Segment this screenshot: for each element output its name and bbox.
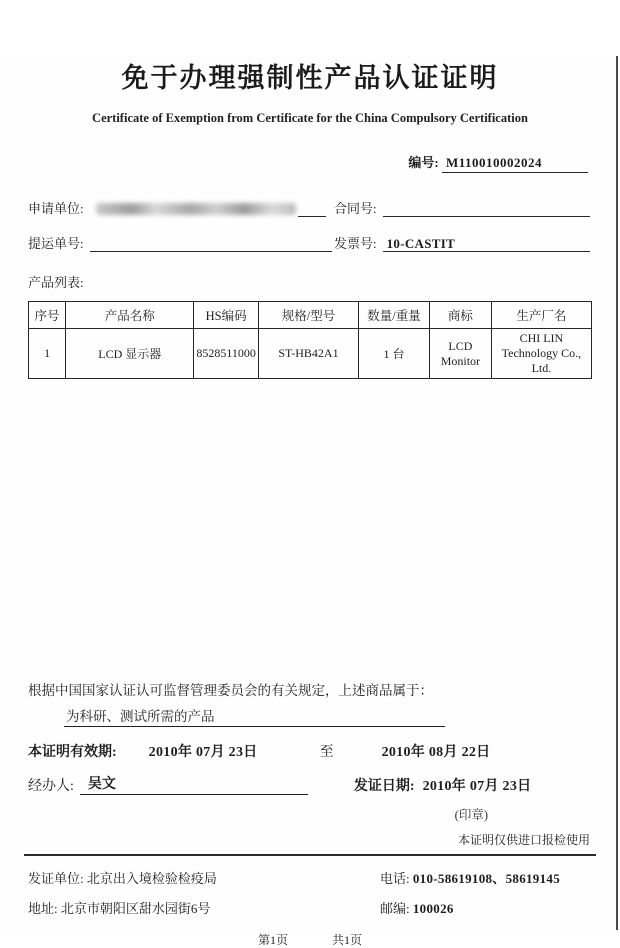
category-value: 为科研、测试所需的产品 bbox=[64, 705, 445, 727]
category-line bbox=[64, 705, 620, 727]
col-header-manufacturer: 生产厂名 bbox=[491, 302, 591, 329]
serial-label: 编号: bbox=[408, 155, 439, 170]
cell-hs-code: 8528511000 bbox=[194, 329, 259, 379]
cell-quantity: 1 台 bbox=[359, 329, 430, 379]
phone-value: 010-58619108、58619145 bbox=[412, 871, 561, 886]
validity-row bbox=[28, 741, 592, 761]
certificate-title-en: Certificate of Exemption from Certificate for the China Compulsory Certification bbox=[92, 111, 528, 125]
col-header-quantity: 数量/重量 bbox=[359, 302, 430, 329]
cell-manufacturer: CHI LIN Technology Co., Ltd. bbox=[491, 329, 591, 379]
invoice-label: 发票号: bbox=[334, 236, 377, 251]
address-label: 地址: bbox=[28, 901, 58, 916]
product-list-label: 产品列表: bbox=[28, 275, 84, 290]
issue-date-label: 发证日期: bbox=[353, 779, 415, 794]
contract-label: 合同号: bbox=[334, 201, 377, 216]
validity-to-word: 至 bbox=[319, 745, 334, 760]
page-total: 共1页 bbox=[332, 933, 363, 947]
product-table-header-row bbox=[29, 302, 592, 329]
cell-model: ST-HB42A1 bbox=[258, 329, 358, 379]
validity-label: 本证明有效期: bbox=[28, 745, 117, 760]
page-indicator bbox=[0, 931, 620, 948]
bill-value-field bbox=[90, 236, 332, 252]
col-header-model: 规格/型号 bbox=[258, 302, 358, 329]
blank-area bbox=[0, 379, 620, 679]
phone-label: 电话: bbox=[380, 871, 410, 886]
bill-invoice-row bbox=[28, 232, 592, 252]
applicant-label: 申请单位: bbox=[28, 201, 84, 216]
bill-label: 提运单号: bbox=[28, 236, 84, 251]
validity-to-date: 2010年 08月 22日 bbox=[381, 745, 491, 760]
col-header-trademark: 商标 bbox=[429, 302, 491, 329]
cell-index: 1 bbox=[29, 329, 66, 379]
import-only-note: 本证明仅供进口报检使用 bbox=[457, 833, 590, 847]
applicant-name-redacted bbox=[96, 203, 296, 215]
handler-name: 吴文 bbox=[80, 773, 308, 795]
zip-value: 100026 bbox=[412, 901, 454, 916]
col-header-product-name: 产品名称 bbox=[66, 302, 194, 329]
table-row bbox=[29, 329, 592, 379]
invoice-value-field: 10-CASTIT bbox=[383, 236, 590, 252]
handler-label: 经办人: bbox=[28, 779, 74, 794]
seal-placeholder: (印章) bbox=[454, 808, 488, 822]
col-header-hs-code: HS编码 bbox=[194, 302, 259, 329]
serial-number-line bbox=[0, 152, 620, 173]
cell-trademark: LCD Monitor bbox=[429, 329, 491, 379]
col-header-index: 序号 bbox=[29, 302, 66, 329]
applicant-contract-row bbox=[28, 197, 592, 217]
footer-address-zip-row bbox=[28, 898, 592, 917]
applicant-underline bbox=[298, 201, 326, 217]
issuer-value: 北京出入境检验检疫局 bbox=[86, 871, 217, 886]
regulation-statement: 根据中国国家认证认可监督管理委员会的有关规定，上述商品属于： bbox=[28, 683, 433, 698]
cell-product-name: LCD 显示器 bbox=[66, 329, 194, 379]
contract-value-field bbox=[383, 201, 590, 217]
serial-value: M110010002024 bbox=[442, 155, 588, 173]
scan-page-edge bbox=[616, 56, 618, 930]
issue-date-value: 2010年 07月 23日 bbox=[422, 779, 532, 794]
footer-divider bbox=[24, 854, 596, 856]
page-current: 第1页 bbox=[257, 933, 288, 947]
footer-issuer-phone-row bbox=[28, 868, 592, 887]
zip-label: 邮编: bbox=[380, 901, 410, 916]
handler-row bbox=[28, 773, 592, 795]
issuer-label: 发证单位: bbox=[28, 871, 84, 886]
certificate-page bbox=[0, 56, 620, 947]
product-table bbox=[28, 301, 592, 379]
certificate-title-cn: 免于办理强制性产品认证证明 bbox=[121, 63, 499, 93]
validity-from-date: 2010年 07月 23日 bbox=[148, 745, 258, 760]
address-value: 北京市朝阳区甜水园街6号 bbox=[60, 901, 211, 916]
